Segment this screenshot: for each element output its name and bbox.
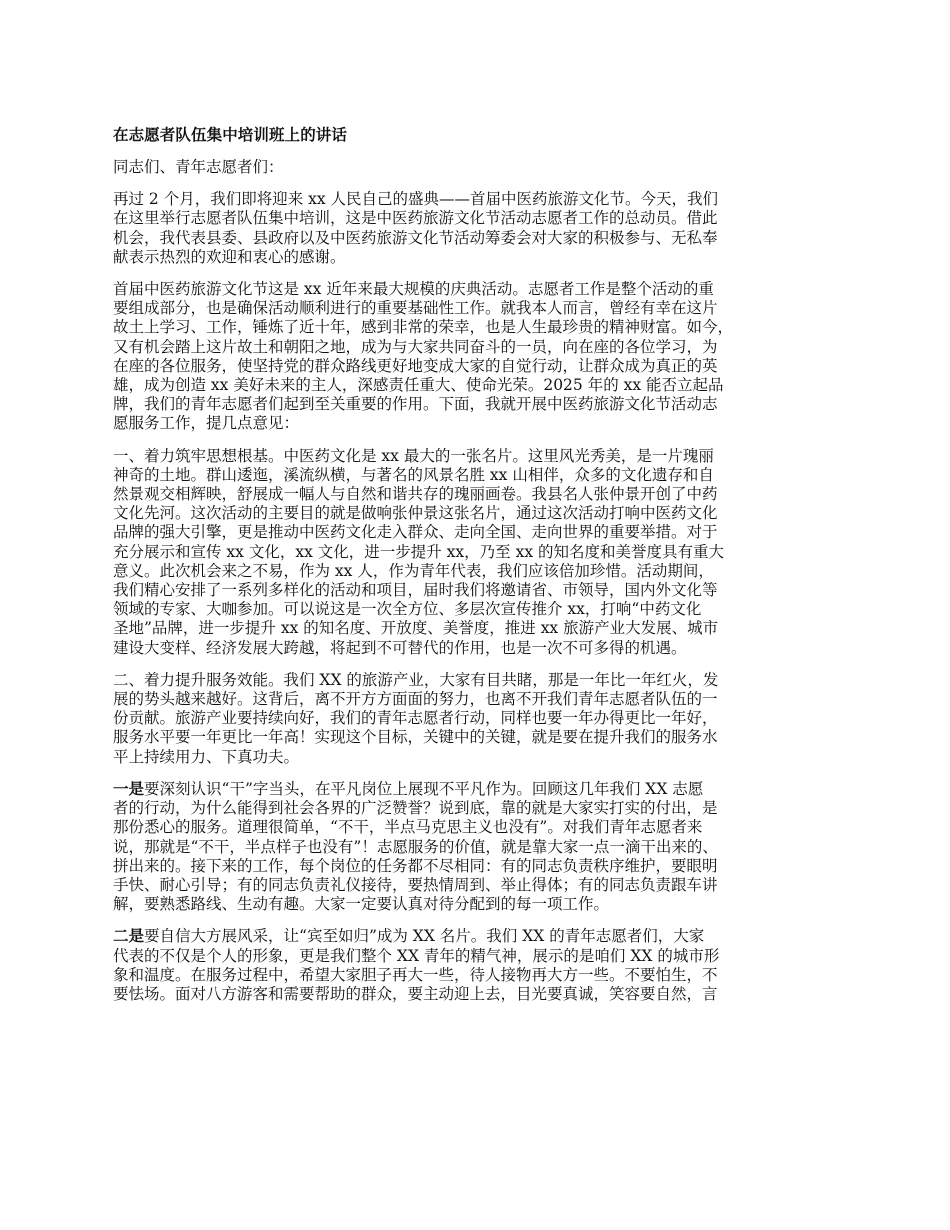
- paragraph-line: 意义。此次机会来之不易，作为 xx 人，作为青年代表，我们应该倍加珍惜。活动期间，: [113, 561, 714, 580]
- paragraph: [113, 190, 853, 267]
- paragraph-line: 雄，成为创造 xx 美好未来的主人，深感责任重大、使命光荣。2025 年的 xx 能否立起品: [113, 376, 724, 395]
- paragraph-line: 愿服务工作，提几点意见：: [113, 414, 300, 433]
- paragraph-line: 展的势头越来越好。这背后，离不开方方面面的努力，也离不开我们青年志愿者队伍的一: [113, 690, 718, 709]
- salutation: 同志们、青年志愿者们：: [113, 158, 284, 176]
- paragraph-line: 在这里举行志愿者队伍集中培训，这是中医药旅游文化节活动志愿者工作的总动员。借此: [113, 209, 718, 228]
- paragraph-line: 献表示热烈的欢迎和衷心的感谢。: [113, 247, 346, 266]
- paragraph-line: 一、着力筑牢思想根基。中医药文化是 xx 最大的一张名片。这里风光秀美，是一片瑰丽: [113, 446, 714, 465]
- paragraph-line: 牌，我们的青年志愿者们起到至关重要的作用。下面，我就开展中医药旅游文化节活动志: [113, 395, 718, 414]
- document-body: [113, 190, 853, 1004]
- paragraph-line: 要怯场。面对八方游客和需要帮助的群众，要主动迎上去，目光要真诚，笑容要自然，言: [113, 984, 718, 1003]
- paragraph: [113, 927, 853, 1004]
- paragraph-line: [113, 780, 853, 799]
- paragraph: [113, 780, 853, 914]
- paragraph-line: 说，那就是“不干，半点样子也没有”！志愿服务的价值，就是靠大家一点一滴干出来的、: [113, 837, 718, 856]
- paragraph-line: 手快、耐心引导；有的同志负责礼仪接待，要热情周到、举止得体；有的同志负责跟车讲: [113, 875, 718, 894]
- paragraph-line: 又有机会踏上这片故土和朝阳之地，成为与大家共同奋斗的一员，向在座的各位学习，为: [113, 337, 718, 356]
- document-page: [113, 126, 853, 1017]
- paragraph: [113, 447, 853, 658]
- document-title: 在志愿者队伍集中培训班上的讲话: [113, 126, 348, 144]
- paragraph-line: 象和温度。在服务过程中，希望大家胆子再大一些，待人接物再大方一些。不要怕生，不: [113, 965, 718, 984]
- paragraph-line: 在座的各位服务，使坚持党的群众路线更好地变成大家的自觉行动，让群众成为真正的英: [113, 356, 718, 375]
- paragraph-line: 二、着力提升服务效能。我们 XX 的旅游产业，大家有目共睹，那是一年比一年红火，发: [113, 670, 719, 689]
- paragraph-lead: 二是: [113, 927, 145, 946]
- paragraph-line: 机会，我代表县委、县政府以及中医药旅游文化节活动筹委会对大家的积极参与、无私奉: [113, 228, 718, 247]
- paragraph-line: 那份悉心的服务。道理很简单，“不干，半点马克思主义也没有”。对我们青年志愿者来: [113, 818, 703, 837]
- paragraph-line-text: 要自信大方展风采，让“宾至如归”成为 XX 名片。我们 XX 的青年志愿者们，大家: [144, 927, 705, 946]
- paragraph-line-text: 要深刻认识“干”字当头，在平凡岗位上展现不平凡作为。回顾这几年我们 XX 志愿: [144, 779, 704, 798]
- paragraph-line: 拼出来的。接下来的工作，每个岗位的任务都不尽相同：有的同志负责秩序维护，要眼明: [113, 856, 718, 875]
- paragraph-lead: 一是: [113, 779, 145, 798]
- paragraph-line: 然景观交相辉映，舒展成一幅人与自然和谐共存的瑰丽画卷。我县名人张仲景开创了中药: [113, 485, 718, 504]
- paragraph-line: [113, 927, 853, 946]
- paragraph-line: 充分展示和宣传 xx 文化，xx 文化，进一步提升 xx，乃至 xx 的知名度和美誉度具有重大: [113, 542, 724, 561]
- paragraph-line: 平上持续用力、下真功夫。: [113, 747, 300, 766]
- paragraph-line: 解，要熟悉路线、生动有趣。大家一定要认真对待分配到的每一项工作。: [113, 895, 610, 914]
- paragraph-line: 服务水平要一年更比一年高！实现这个目标，关键中的关键，就是要在提升我们的服务水: [113, 728, 718, 747]
- paragraph-line: 份贡献。旅游产业要持续向好，我们的青年志愿者行动，同样也要一年办得更比一年好，: [113, 709, 718, 728]
- paragraph-line: 故土上学习、工作，锤炼了近十年，感到非常的荣幸，也是人生最珍贵的精神财富。如今，: [113, 318, 734, 337]
- paragraph-line: 者的行动，为什么能得到社会各界的广泛赞誉？说到底，靠的就是大家实打实的付出，是: [113, 799, 718, 818]
- paragraph-line: 要组成部分，也是确保活动顺利进行的重要基础性工作。就我本人而言，曾经有幸在这片: [113, 299, 718, 318]
- paragraph-line: 领域的专家、大咖参加。可以说这是一次全方位、多层次宣传推介 xx，打响“中药文化: [113, 600, 702, 619]
- paragraph-line: 神奇的土地。群山逶迤，溪流纵横，与著名的风景名胜 xx 山相伴，众多的文化遗存和自: [113, 465, 714, 484]
- paragraph-line: 圣地”品牌，进一步提升 xx 的知名度、开放度、美誉度，推进 xx 旅游产业大发展、城市: [113, 619, 719, 638]
- paragraph-line: 再过 2 个月，我们即将迎来 xx 人民自己的盛典——首届中医药旅游文化节。今天，我们: [113, 190, 719, 209]
- paragraph-line: 品牌的强大引擎，更是推动中医药文化走入群众、走向全国、走向世界的重要举措。对于: [113, 523, 718, 542]
- paragraph-line: 我们精心安排了一系列多样化的活动和项目，届时我们将邀请省、市领导，国内外文化等: [113, 581, 718, 600]
- paragraph: [113, 671, 853, 767]
- paragraph-line: 文化先河。这次活动的主要目的就是做响张仲景这张名片，通过这次活动打响中医药文化: [113, 504, 718, 523]
- paragraph-line: 建设大变样、经济发展大跨越，将起到不可替代的作用，也是一次不可多得的机遇。: [113, 638, 687, 657]
- paragraph-line: 代表的不仅是个人的形象，更是我们整个 XX 青年的精气神，展示的是咱们 XX 的城市形: [113, 946, 720, 965]
- paragraph-line: 首届中医药旅游文化节这是 xx 近年来最大规模的庆典活动。志愿者工作是整个活动的重: [113, 280, 714, 299]
- paragraph: [113, 280, 853, 434]
